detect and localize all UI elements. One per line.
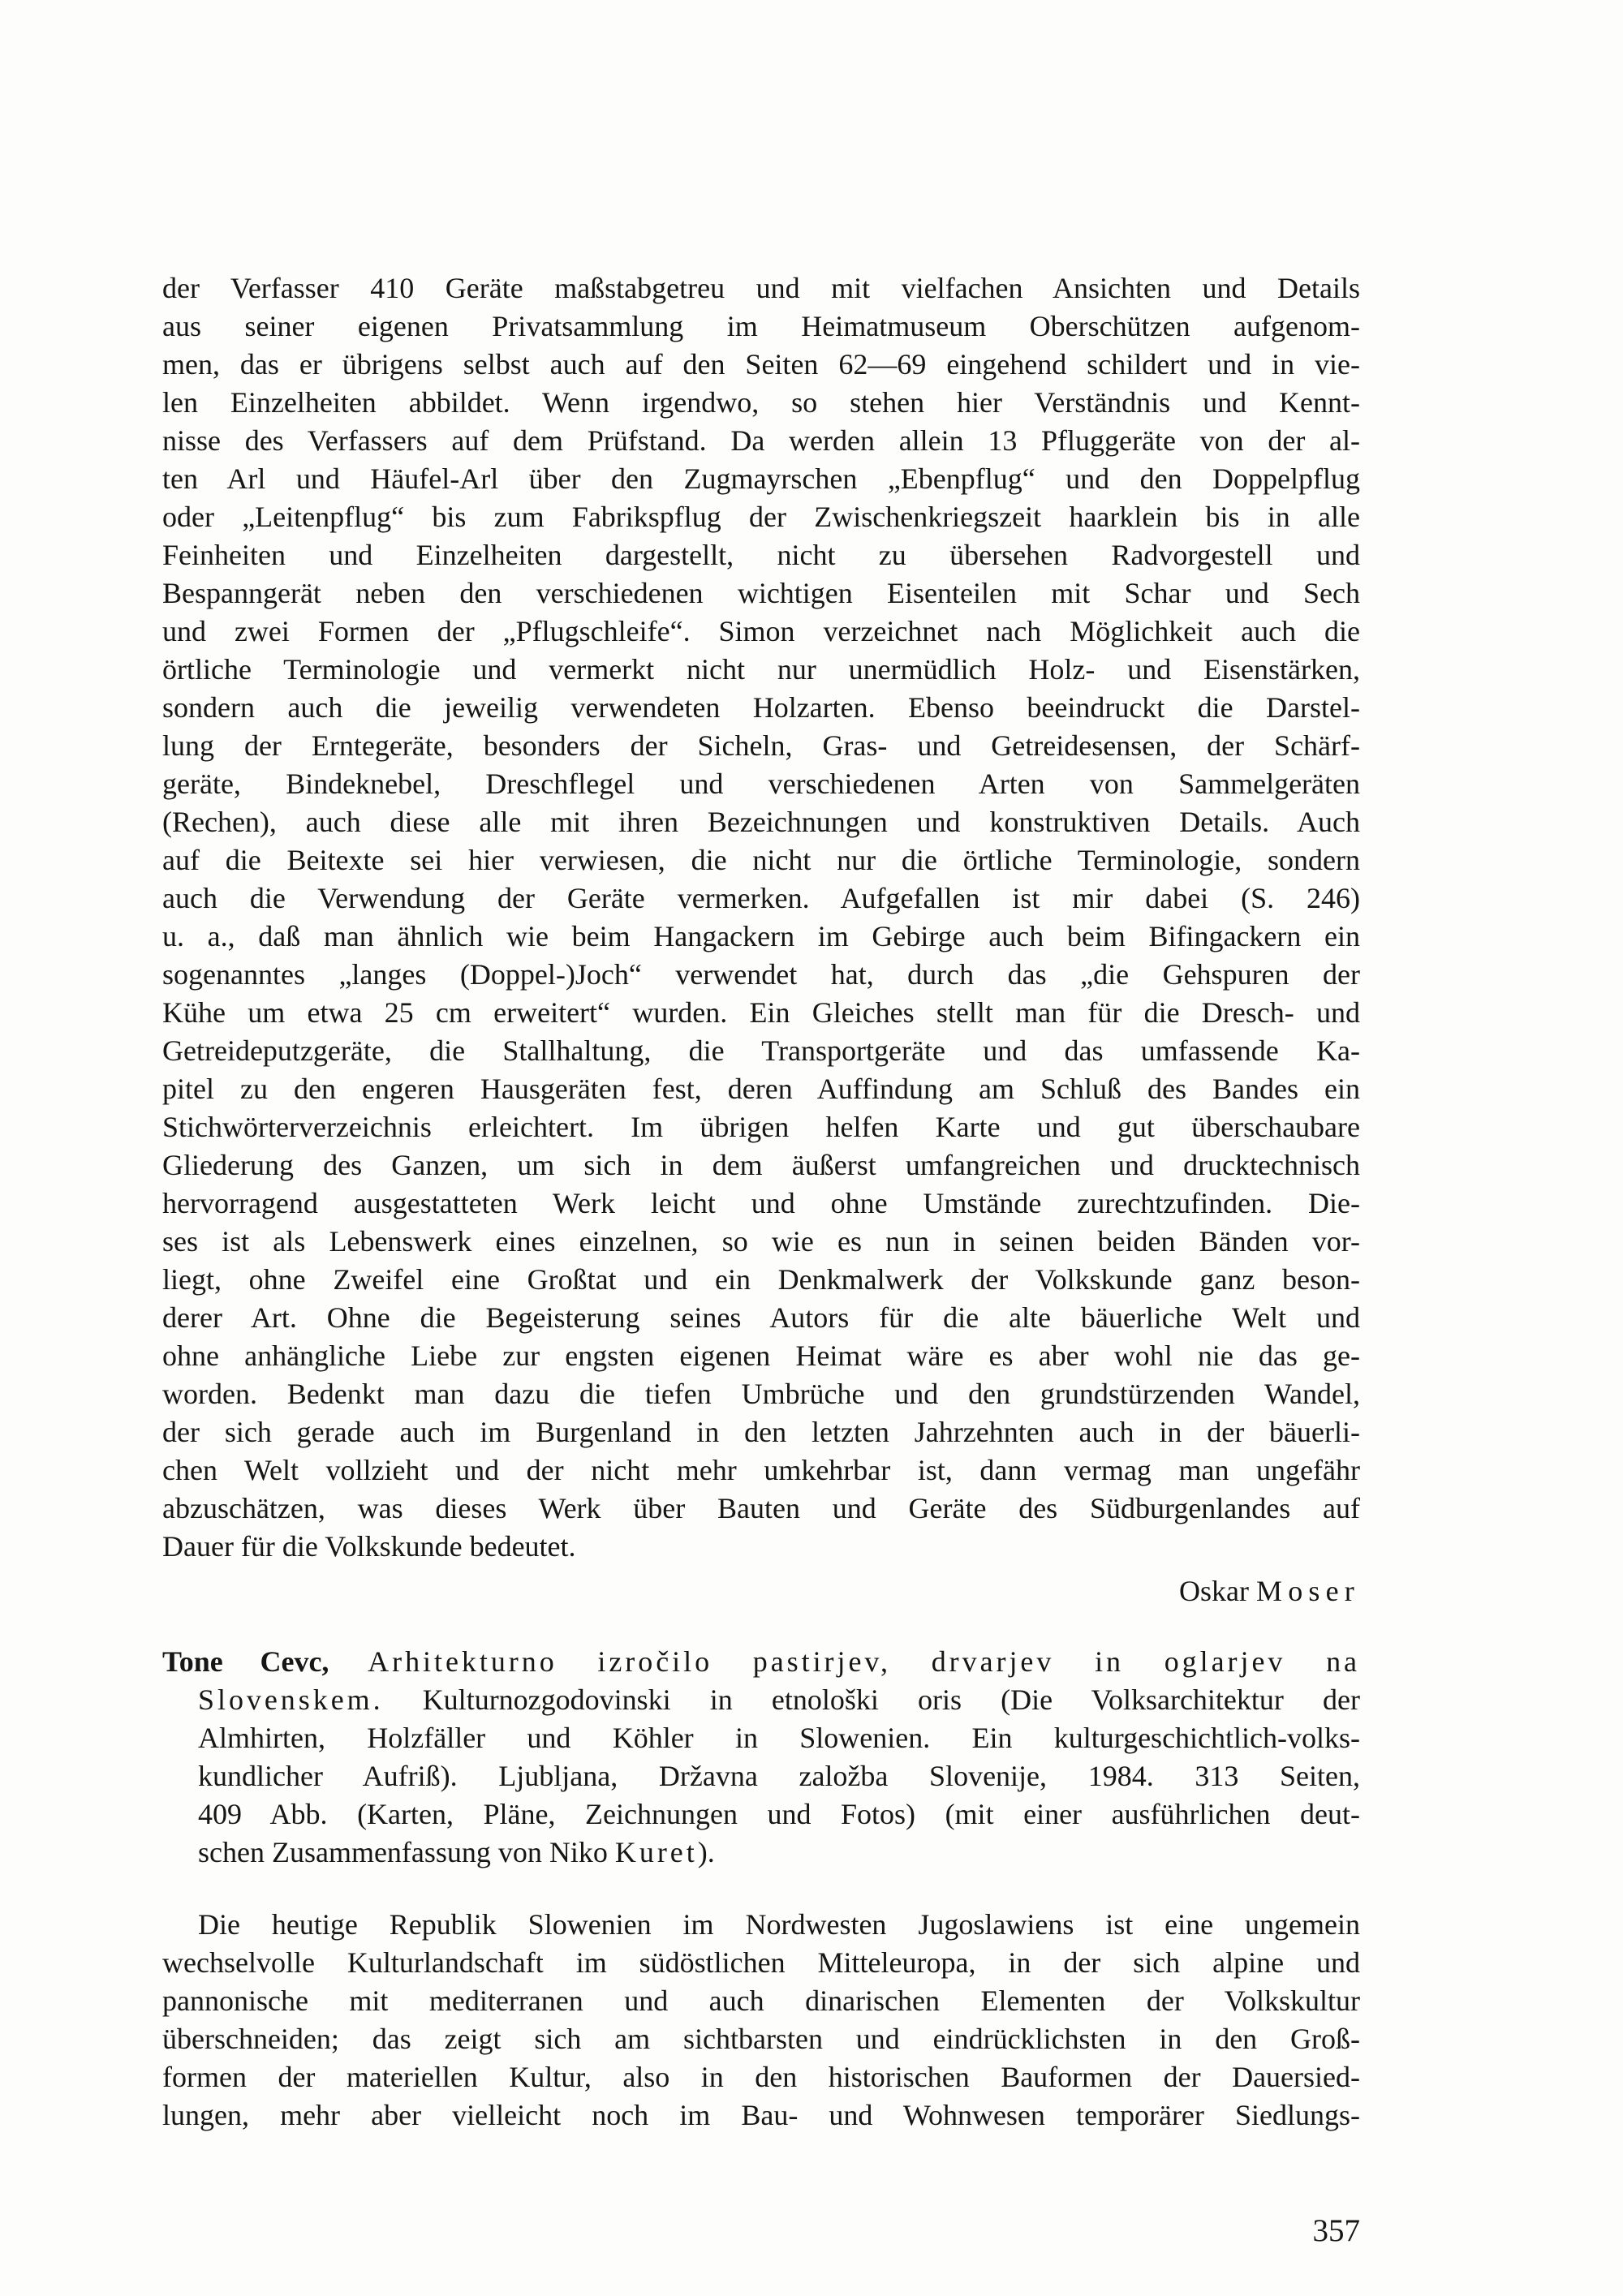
page-number: 357 xyxy=(1312,2213,1360,2248)
text-line: liegt, ohne Zweifel eine Großtat und ein Denkmalwerk der Volkskunde ganz beson- xyxy=(162,1263,1360,1296)
text-line: überschneiden; das zeigt sich am sichtbarsten und eindrücklichsten in den Groß- xyxy=(162,2023,1360,2055)
reviewer-signature xyxy=(162,1572,1360,1610)
reviewer-last-name: Moser xyxy=(1256,1575,1360,1607)
author-name: Tone Cevc, xyxy=(162,1645,329,1678)
page-text-block xyxy=(162,269,1360,2135)
text-segment: Kulturnozgodovinski in etnološki oris (Die Volksarchitektur der xyxy=(383,1683,1360,1716)
text-line: len Einzelheiten abbildet. Wenn irgendwo, so stehen hier Verständnis und Kennt- xyxy=(162,386,1360,419)
review-body-paragraph xyxy=(162,269,1360,1566)
text-line: ses ist als Lebenswerk eines einzelnen, so wie es nun in seinen beiden Bänden vor- xyxy=(162,1225,1360,1258)
text-line: der Verfasser 410 Geräte maßstabgetreu und mit vielfachen Ansichten und Details xyxy=(162,272,1360,304)
text-line: geräte, Bindeknebel, Dreschflegel und verschiedenen Arten von Sammelgeräten xyxy=(162,767,1360,800)
text-line: Getreideputzgeräte, die Stallhaltung, die Transportgeräte und das umfassende Ka- xyxy=(162,1034,1360,1067)
text-line: men, das er übrigens selbst auch auf den Seiten 62—69 eingehend schildert und in vie- xyxy=(162,348,1360,381)
text-line: lung der Erntegeräte, besonders der Sicheln, Gras- und Getreidesensen, der Schärf- xyxy=(162,729,1360,762)
text-line: Bespanngerät neben den verschiedenen wichtigen Eisenteilen mit Schar und Sech xyxy=(162,577,1360,609)
text-line: und zwei Formen der „Pflugschleife“. Simon verzeichnet nach Möglichkeit auch die xyxy=(162,615,1360,647)
text-line xyxy=(162,1757,1360,1795)
text-line: Gliederung des Ganzen, um sich in dem äußerst umfangreichen und drucktechnisch xyxy=(162,1149,1360,1181)
letterspaced-text: Slovenskem. xyxy=(198,1683,384,1716)
text-line: ohne anhängliche Liebe zur engsten eigenen Heimat wäre es aber wohl nie das ge- xyxy=(162,1339,1360,1372)
text-line: Die heutige Republik Slowenien im Nordwesten Jugoslawiens ist eine ungemein xyxy=(198,1908,1360,1941)
text-line: örtliche Terminologie und vermerkt nicht nur unermüdlich Holz- und Eisenstärken, xyxy=(162,653,1360,686)
text-segment: schen Zusammenfassung von Niko xyxy=(198,1836,615,1868)
text-line: (Rechen), auch diese alle mit ihren Bezeichnungen und konstruktiven Details. Auch xyxy=(162,806,1360,838)
review-intro-paragraph xyxy=(162,1906,1360,2135)
text-line xyxy=(162,1834,1360,1872)
text-line xyxy=(162,1795,1360,1834)
text-segment: kundlicher Aufriß). Ljubljana, Državna založba Slovenije, 1984. 313 Seiten, xyxy=(198,1760,1360,1792)
text-line: lungen, mehr aber vielleicht noch im Bau- und Wohnwesen temporärer Siedlungs- xyxy=(162,2099,1360,2131)
text-segment: 409 Abb. (Karten, Pläne, Zeichnungen und Fotos) (mit einer ausführlichen deut- xyxy=(198,1798,1360,1830)
text-line: pannonische mit mediterranen und auch dinarischen Elementen der Volkskultur xyxy=(162,1984,1360,2017)
reviewer-first-name: Oskar xyxy=(1179,1575,1256,1607)
text-line: Feinheiten und Einzelheiten dargestellt, nicht zu übersehen Radvorgestell und xyxy=(162,539,1360,571)
text-segment: ). xyxy=(697,1836,715,1868)
text-line xyxy=(162,1681,1360,1719)
text-line: auf die Beitexte sei hier verwiesen, die nicht nur die örtliche Terminologie, sondern xyxy=(162,844,1360,876)
text-line: pitel zu den engeren Hausgeräten fest, deren Auffindung am Schluß des Bandes ein xyxy=(162,1073,1360,1105)
text-line xyxy=(162,1643,1360,1681)
text-line: oder „Leitenpflug“ bis zum Fabrikspflug der Zwischenkriegszeit haarklein bis in alle xyxy=(162,501,1360,533)
text-line: sondern auch die jeweilig verwendeten Holzarten. Ebenso beeindruckt die Darstel- xyxy=(162,691,1360,724)
text-line: Dauer für die Volkskunde bedeutet. xyxy=(162,1530,576,1563)
text-line xyxy=(162,1719,1360,1757)
text-line: hervorragend ausgestatteten Werk leicht und ohne Umstände zurechtzufinden. Die- xyxy=(162,1187,1360,1219)
book-citation xyxy=(162,1643,1360,1872)
text-line: Stichwörterverzeichnis erleichtert. Im übrigen helfen Karte und gut überschaubare xyxy=(162,1111,1360,1143)
text-line: chen Welt vollzieht und der nicht mehr umkehrbar ist, dann vermag man ungefähr xyxy=(162,1454,1360,1486)
text-line: auch die Verwendung der Geräte vermerken. Aufgefallen ist mir dabei (S. 246) xyxy=(162,882,1360,914)
text-line: sogenanntes „langes (Doppel-)Joch“ verwendet hat, durch das „die Gehspuren der xyxy=(162,958,1360,991)
text-line: nisse des Verfassers auf dem Prüfstand. Da werden allein 13 Pfluggeräte von der al- xyxy=(162,424,1360,457)
text-line: Kühe um etwa 25 cm erweitert“ wurden. Ein Gleiches stellt man für die Dresch- und xyxy=(162,996,1360,1029)
letterspaced-text: Arhitekturno izročilo pastirjev, drvarjev in oglarjev na xyxy=(329,1645,1360,1678)
text-line: u. a., daß man ähnlich wie beim Hangackern im Gebirge auch beim Bifingackern ein xyxy=(162,920,1360,952)
text-segment: Almhirten, Holzfäller und Köhler in Slowenien. Ein kulturgeschichtlich-volks- xyxy=(198,1722,1360,1754)
text-line: worden. Bedenkt man dazu die tiefen Umbrüche und den grundstürzenden Wandel, xyxy=(162,1378,1360,1410)
text-line: formen der materiellen Kultur, also in den historischen Bauformen der Dauersied- xyxy=(162,2061,1360,2093)
text-line: ten Arl und Häufel-Arl über den Zugmayrschen „Ebenpflug“ und den Doppelpflug xyxy=(162,462,1360,495)
text-line: aus seiner eigenen Privatsammlung im Heimatmuseum Oberschützen aufgenom- xyxy=(162,310,1360,342)
text-line: der sich gerade auch im Burgenland in den letzten Jahrzehnten auch in der bäuerli- xyxy=(162,1416,1360,1448)
letterspaced-text: Kuret xyxy=(614,1836,698,1868)
text-line: derer Art. Ohne die Begeisterung seines Autors für die alte bäuerliche Welt und xyxy=(162,1301,1360,1334)
text-line: abzuschätzen, was dieses Werk über Bauten und Geräte des Südburgenlandes auf xyxy=(162,1492,1360,1524)
text-line: wechselvolle Kulturlandschaft im südöstlichen Mitteleuropa, in der sich alpine und xyxy=(162,1946,1360,1979)
